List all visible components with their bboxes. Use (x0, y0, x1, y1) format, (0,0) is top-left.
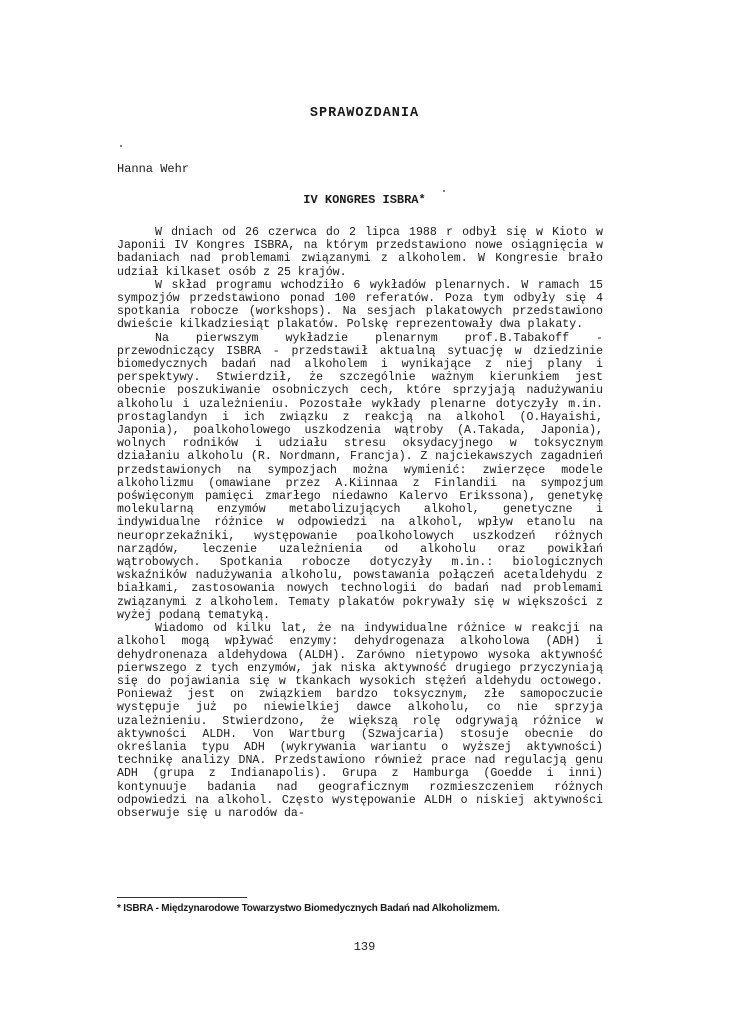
paragraph: W dniach od 26 czerwca do 2 lipca 1988 r odbył się w Kioto w Japonii IV Kongres ISBRA, na którym przedstawiono nowe osiągnięcia w badaniach nad problemami związanymi z alkoholem. W Kongresie brało udział kilkaset osób z 25 krajów. (117, 226, 603, 279)
footnote-divider (117, 897, 247, 898)
scan-speck (443, 190, 445, 192)
article-body (117, 226, 603, 820)
article-title: IV KONGRES ISBRA* (303, 193, 426, 207)
footnote: * ISBRA - Międzynarodowe Towarzystwo Biomedycznych Badań nad Alkoholizmem. (117, 903, 500, 914)
paragraph: Wiadomo od kilku lat, że na indywidualne różnice w reakcji na alkohol mogą wpływać enzymy: dehydrogenaza alkoholowa (ADH) i dehydronenaza aldehydowa (ALDH). Zarówno nietypowo wysoka aktywność pierwszego z tych enzymów, jak niska aktywność drugiego przyczyniają się do pojawiania się w tkankach wysokich stężeń aldehydu octowego. Ponieważ jest on związkiem bardzo toksycznym, złe samopoczucie występuje już po niewielkiej dawce alkoholu, co nie sprzyja uzależnieniu. Stwierdzono, że większą rolę odgrywają różnice w aktywności ALDH. Von Wartburg (Szwajcaria) stosuje obecnie do określania typu ADH (wykrywania wariantu o wyższej aktywności) technikę analizy DNA. Przedstawiono również prace nad regulacją genu ADH (grupa z Indianapolis). Grupa z Hamburga (Goedde i inni) kontynuuje badania nad geograficznym rozmieszczeniem różnych odpowiedzi na alkohol. Często występowanie ALDH o niskiej aktywności obserwuje się u narodów da- (117, 622, 603, 820)
page-number: 139 (353, 940, 376, 954)
scan-speck (120, 145, 122, 147)
section-title: SPRAWOZDANIA (309, 106, 420, 121)
paragraph: W skład programu wchodziło 6 wykładów plenarnych. W ramach 15 sympozjów przedstawiono ponad 100 referatów. Poza tym odbyły się 4 spotkania robocze (workshops). Na sesjach plakatowych przedstawiono dwieście kilkadziesiąt plakatów. Polskę reprezentowały dwa plakaty. (117, 278, 603, 332)
author-name: Hanna Wehr (117, 162, 190, 176)
paragraph: Na pierwszym wykładzie plenarnym prof.B.Tabakoff - przewodniczący ISBRA - przedstawił aktualną sytuację w dziedzinie biomedycznych badań nad alkoholem i wynikające z niej plany i perspektywy. Stwierdził, że szczególnie ważnym kierunkiem jest obecnie poszukiwanie osobniczych cech, które sprzyjają nadużywaniu alkoholu i uzależnieniu. Pozostałe wykłady plenarne dotyczyły m.in. prostaglandyn i ich związku z reakcją na alkohol (O.Hayaishi, Japonia), poalkoholowego uszkodzenia wątroby (A.Takada, Japonia), wolnych rodników i udziału stresu oksydacyjnego w toksycznym działaniu alkoholu (R. Nordmann, Francja). Z najciekawszych zagadnień przedstawionych na sympozjach można wymienić: zwierzęce modele alkoholizmu (omawiane przez A.Kiinnaa z Finlandii na sympozjum poświęconym pamięci zmarłego niedawno Kalervo Erikssona), genetykę molekularną enzymów metabolizujących alkohol, genetyczne i indywidualne różnice w odpowiedzi na alkohol, wpływ etanolu na neuroprzekaźniki, występowanie poalkoholowych uszkodzeń różnych narządów, leczenie uzależnienia od alkoholu oraz powikłań wątrobowych. Spotkania robocze dotyczyły m.in.: biologicznych wskaźników nadużywania alkoholu, powstawania połączeń acetaldehydu z białkami, zastosowania nowych technologii do badań nad problemami związanymi z alkoholem. Tematy plakatów pokrywały się w większości z wyżej podaną tematyką. (117, 331, 603, 622)
